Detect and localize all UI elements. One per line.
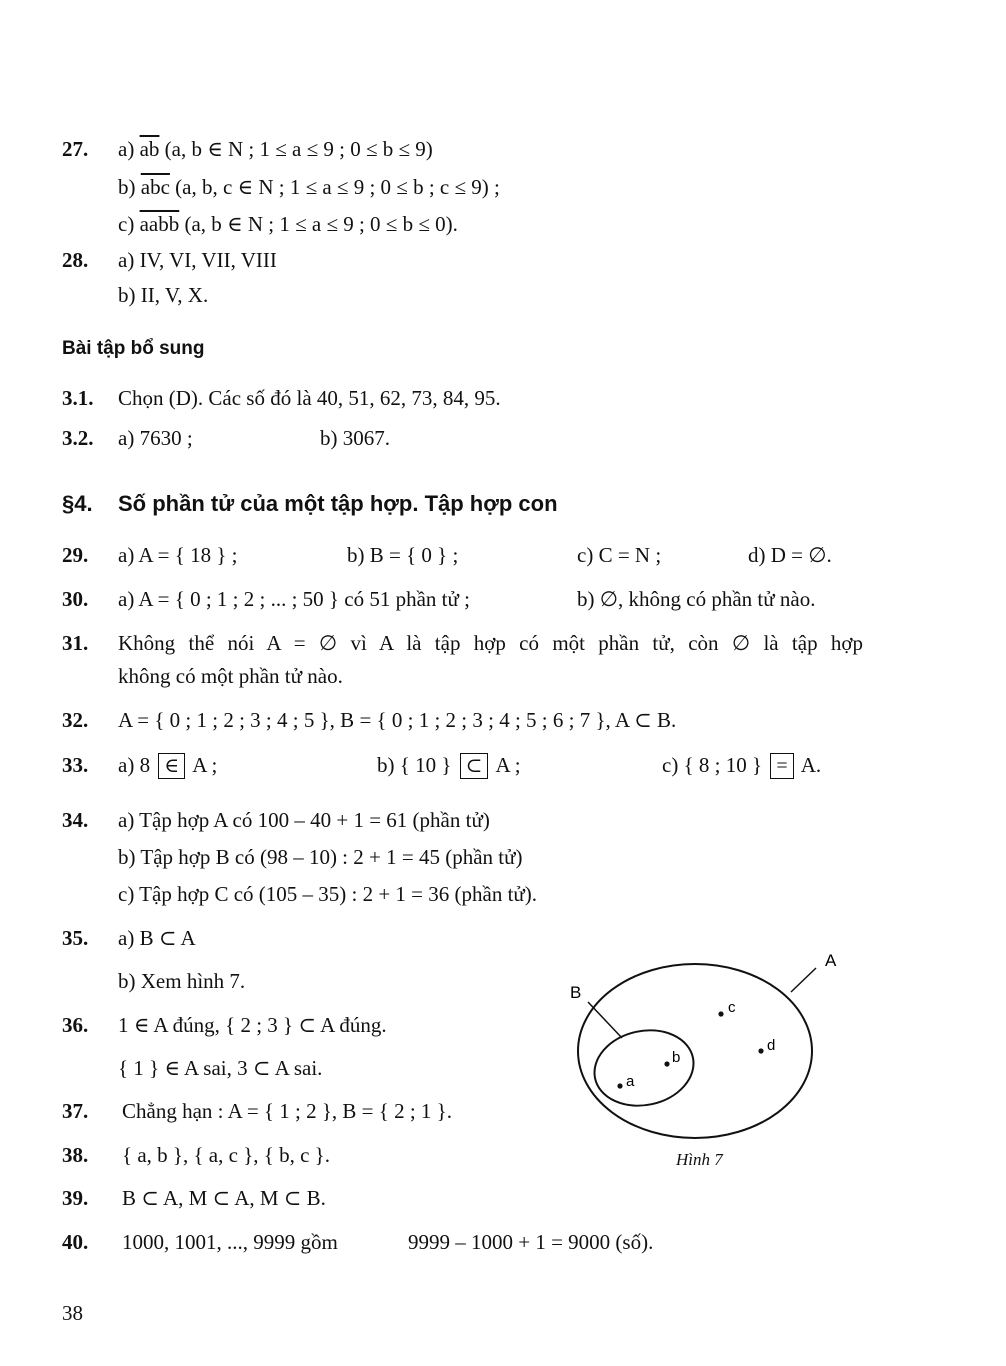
section-4-title: Số phần tử của một tập hợp. Tập hợp con <box>118 491 558 516</box>
item-28-a: a) IV, VI, VII, VIII <box>118 248 277 272</box>
section-heading-extra: Bài tập bổ sung <box>62 338 205 359</box>
set-b-label: B <box>570 983 582 1002</box>
item-27-c: c) aabb (a, b ∈ N ; 1 ≤ a ≤ 9 ; 0 ≤ b ≤ 0). <box>118 212 458 236</box>
venn-diagram-figure <box>560 940 850 1180</box>
item-40-b: 9999 – 1000 + 1 = 9000 (số). <box>408 1230 654 1254</box>
item-36-line1: 1 ∈ A đúng, { 2 ; 3 } ⊂ A đúng. <box>118 1013 387 1037</box>
set-a-label: A <box>825 951 837 970</box>
item-3-1-number: 3.1. <box>62 386 94 410</box>
item-34-c: c) Tập hợp C có (105 – 35) : 2 + 1 = 36 (phần tử). <box>118 882 538 906</box>
item-29-b: b) B = { 0 } ; <box>347 543 459 567</box>
item-30-b: b) ∅, không có phần tử nào. <box>577 587 816 611</box>
item-33-number: 33. <box>62 753 89 777</box>
item-36-line2: { 1 } ∈ A sai, 3 ⊂ A sai. <box>118 1056 323 1080</box>
item-32-text: A = { 0 ; 1 ; 2 ; 3 ; 4 ; 5 }, B = { 0 ; 1 ; 2 ; 3 ; 4 ; 5 ; 6 ; 7 }, A ⊂ B. <box>118 708 677 732</box>
item-29-c: c) C = N ; <box>577 543 662 567</box>
answer-box-b: ⊂ <box>460 753 489 779</box>
item-30-number: 30. <box>62 587 89 611</box>
item-35-b: b) Xem hình 7. <box>118 969 246 993</box>
item-29-d: d) D = ∅. <box>748 543 832 567</box>
item-28-number: 28. <box>62 248 89 272</box>
item-3-2-a: a) 7630 ; <box>118 426 193 450</box>
item-36-number: 36. <box>62 1013 89 1037</box>
point-a-dot <box>617 1083 622 1088</box>
item-27-a: a) $\overline{ab}$ (a, b ∈ N ; 1 ≤ a ≤ 9 ; 0 ≤ b ≤ 9) <box>118 137 433 161</box>
item-29-number: 29. <box>62 543 89 567</box>
point-a-label: a <box>626 1073 635 1090</box>
item-37-text: Chẳng hạn : A = { 1 ; 2 }, B = { 2 ; 1 }. <box>122 1099 453 1123</box>
item-37-number: 37. <box>62 1099 89 1123</box>
page-number: 38 <box>62 1301 83 1325</box>
item-29-a: a) A = { 18 } ; <box>118 543 238 567</box>
item-38-number: 38. <box>62 1143 89 1167</box>
set-a-leader-line <box>791 968 816 992</box>
point-d-label: d <box>767 1037 776 1054</box>
item-28-b: b) II, V, X. <box>118 283 209 307</box>
item-35-a: a) B ⊂ A <box>118 926 196 950</box>
point-c-dot <box>718 1011 723 1016</box>
section-4-number: §4. <box>62 491 93 516</box>
point-c-label: c <box>728 999 736 1016</box>
item-39-number: 39. <box>62 1186 89 1210</box>
item-34-a: a) Tập hợp A có 100 – 40 + 1 = 61 (phần tử) <box>118 808 490 832</box>
item-30-a: a) A = { 0 ; 1 ; 2 ; ... ; 50 } có 51 phần tử ; <box>118 587 470 611</box>
set-b-ellipse <box>587 1021 700 1114</box>
item-35-number: 35. <box>62 926 89 950</box>
item-39-text: B ⊂ A, M ⊂ A, M ⊂ B. <box>122 1186 326 1210</box>
point-d-dot <box>758 1048 763 1053</box>
figure-caption: Hình 7 <box>676 1150 723 1169</box>
item-3-2-number: 3.2. <box>62 426 94 450</box>
item-31-line1: Không thể nói A = ∅ vì A là tập hợp có một phần tử, còn ∅ là tập hợp <box>118 631 863 655</box>
point-b-label: b <box>672 1049 681 1066</box>
item-34-b: b) Tập hợp B có (98 – 10) : 2 + 1 = 45 (phần tử) <box>118 845 523 869</box>
item-38-text: { a, b }, { a, c }, { b, c }. <box>122 1143 331 1167</box>
item-33-a: a) 8 ∈ A ; <box>118 753 218 777</box>
item-32-number: 32. <box>62 708 89 732</box>
item-27-number: 27. <box>62 137 89 161</box>
answer-box-a: ∈ <box>158 753 185 779</box>
item-40-number: 40. <box>62 1230 89 1254</box>
item-33-c: c) { 8 ; 10 } = A. <box>662 753 822 777</box>
set-a-ellipse <box>578 964 812 1138</box>
item-31-number: 31. <box>62 631 89 655</box>
item-34-number: 34. <box>62 808 89 832</box>
item-3-1-text: Chọn (D). Các số đó là 40, 51, 62, 73, 84, 95. <box>118 386 501 410</box>
item-33-b: b) { 10 } ⊂ A ; <box>377 753 521 777</box>
item-40-a: 1000, 1001, ..., 9999 gồm <box>122 1230 338 1254</box>
item-31-line2: không có một phần tử nào. <box>118 664 343 688</box>
item-3-2-b: b) 3067. <box>320 426 390 450</box>
set-b-leader-line <box>588 1002 622 1038</box>
item-27-b: b) $\overline{abc}$ (a, b, c ∈ N ; 1 ≤ a ≤ 9 ; 0 ≤ b ; c ≤ 9) ; <box>118 175 500 199</box>
answer-box-c: = <box>770 753 793 779</box>
point-b-dot <box>664 1061 669 1066</box>
